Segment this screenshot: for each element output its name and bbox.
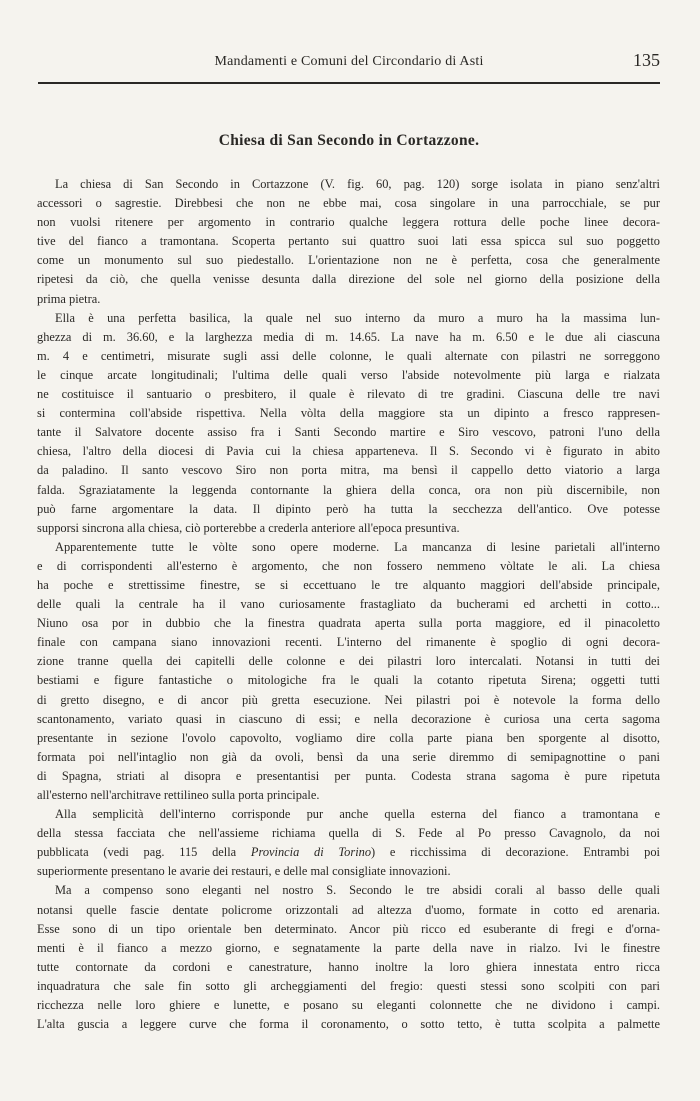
text-line: può farne argomentare la data. Il dipinto però ha tutta la secchezza dell'antico. Ove potesse: [37, 501, 660, 516]
chapter-title: Chiesa di San Secondo in Cortazzone.: [218, 132, 480, 149]
text-line: di Spagna, striati al disopra e presentantisi per punta. Codesta strana sagoma è pure ripetuta: [37, 768, 660, 783]
text-line: della stessa facciata che nell'assieme richiama quella di S. Fede al Po presso Cavagnolo, da noi: [37, 826, 660, 841]
text-line: falda. Sgraziatamente la leggenda contornante la ghiera della conca, ora non più discernibile, non: [37, 482, 660, 497]
text-line: Ella è una perfetta basilica, la quale nel suo interno da muro a muro ha la massima lun-: [55, 310, 660, 325]
text-line: le cinque arcate longitudinali; l'ultima delle quali verso l'abside notevolmente più larga e rialzata: [37, 367, 660, 382]
text-line: pubblicata (vedi pag. 115 della Provincia di Torino) e ricchissima di decorazione. Entrambi poi: [37, 845, 660, 860]
text-line: ne costituisce il santuario o presbitero, il quale è rilevato di tre gradini. Ciascuna delle tre navi: [37, 387, 660, 402]
running-header: [38, 48, 660, 80]
text-line: ripetesi da ciò, che quella venisse desunta dalla direzione del sole nel giorno della posizione della: [37, 272, 660, 287]
text-line: di gretto disegno, e di ancor più gretta esecuzione. Nei pilastri poi è notevole la forma dello: [37, 692, 660, 707]
text-line: La chiesa di San Secondo in Cortazzone (V. fig. 60, pag. 120) sorge isolata in piano senz'altri: [55, 177, 660, 191]
text-line: da paladino. Il santo vescovo Siro non porta mitra, ma bensì il cappello detto viatorio a larga: [37, 463, 660, 478]
text-line: Esse sono di un tipo orientale ben determinato. Ancor più ricco ed esuberante di fregi e d'orna-: [37, 921, 660, 936]
text-line: m. 4 e centimetri, misurate sugli assi delle colonne, le quali alternate con pilastri ne sorreggono: [37, 348, 660, 363]
text-line: formata poi nell'intaglio non già da ovoli, bensì da una serie diremmo di semipagnottine o pani: [37, 749, 660, 764]
text-line: Ma a compenso sono eleganti nel nostro S. Secondo le tre absidi corali al basso delle quali: [55, 883, 660, 898]
text-line: Alla semplicità dell'interno corrisponde pur anche quella esterna del fianco a tramontana e: [55, 807, 660, 822]
text-line: si contermina coll'abside rispettiva. Nella vòlta della maggiore sta un dipinto a fresco rappresen-: [37, 406, 660, 421]
text-line: ricchezza nelle loro ghiere e lunette, e posano su eleganti colonnette che ne dividono i campi.: [37, 998, 660, 1013]
text-line: L'alta guscia a leggere curve che forma il coronamento, o sotto tetto, è tutta scolpita a palmette: [37, 1017, 660, 1032]
text-line: delle quali la centrale ha il vano curiosamente frastagliato da bucherami ed archetti in cotto...: [37, 597, 660, 612]
text-line: ha poche e strettissime finestre, se si eccettuano le tre alquanto maggiori dell'abside principale,: [37, 577, 660, 592]
running-header-title: Mandamenti e Comuni del Circondario di Asti: [214, 54, 484, 69]
text-line: come un monumento sul suo piedestallo. L'orientazione non ne è perfetta, cosa che generalmente: [37, 253, 660, 268]
text-line: bestiami e figure fantastiche o mitologiche fra le quali la cotanto ripetuta Sirena; oggetti tutti: [37, 673, 660, 688]
text-line: presentante in sezione l'ovolo capovolto, vogliamo dire colla parte piana ben sporgente al disotto,: [37, 730, 660, 745]
text-line: prima pietra.: [37, 291, 101, 306]
text-line: menti è il fianco a mezzo giorno, e segnatamente la parte della nave in rialzo. Ivi le finestre: [37, 940, 660, 955]
text-line: finale con campana siano innovazioni recenti. L'interno del rimanente è spoglio di ogni decora-: [37, 635, 660, 650]
header-rule: [38, 82, 660, 84]
text-line: tutte contornate da cordoni e canestrature, hanno inoltre la loro ghiera innestata entro ricca: [37, 959, 660, 974]
body-text: [37, 175, 660, 1034]
text-line: zione tranne quella dei capitelli delle colonne e dei pilastri loro intercalati. Notansi in tutti dei: [37, 654, 660, 669]
text-line: accessori o sagrestie. Direbbesi che non ne ebbe mai, cosa singolare in una parrocchiale, se pur: [37, 196, 660, 211]
text-line: Apparentemente tutte le vòlte sono opere moderne. La mancanza di lesine parietali all'interno: [55, 539, 660, 554]
text-line: supporsi sincrona alla chiesa, ciò porterebbe a crederla anteriore all'epoca presuntiva.: [37, 520, 460, 535]
text-line: ghezza di m. 36.60, e la larghezza media di m. 14.65. La nave ha m. 6.50 e le due ali ciascuna: [37, 329, 660, 344]
text-line: tive del fianco a tramontana. Scoperta pertanto sui quattro suoi lati essa spicca sul suo poggetto: [37, 234, 660, 249]
text-line: e di corrispondenti all'esterno è argomento, che non fossero nemmeno vòltate le ali. La chiesa: [37, 558, 660, 573]
text-line: tante il Salvatore docente assiso fra i Santi Secondo martire e Siro vescovo, patroni l'uno della: [37, 425, 660, 440]
text-line: superiormente presentano le avarie dei restauri, e delle mal consigliate innovazioni.: [37, 864, 451, 879]
page-number: 135: [633, 50, 660, 70]
text-line: chiesa, l'altro della diocesi di Pavia cui la chiesa apparteneva. Il S. Secondo vi è figurato in abito: [37, 444, 660, 459]
text-line: notansi quelle fascie dentate policrome orizzontali ad altezza d'uomo, formate in cotto ed arenaria.: [37, 902, 660, 917]
text-line: non vuolsi ritenere per argomento in contrario qualche leggera rottura delle poche linee decora-: [37, 215, 660, 230]
text-line: inquadratura che sale fin sotto gli archeggiamenti del fregio: questi stessi sono scolpiti con pari: [37, 978, 660, 993]
text-line: Niuno osa por in dubbio che la finestra quadrata aperta sulla porta maggiore, ed il pinacoletto: [37, 616, 660, 631]
text-line: all'esterno nell'architrave rettilineo sulla porta principale.: [37, 788, 320, 802]
text-line: scantonamento, variato quasi in ciascuno di essi; e nella decorazione è curiosa una certa sagoma: [37, 711, 660, 726]
